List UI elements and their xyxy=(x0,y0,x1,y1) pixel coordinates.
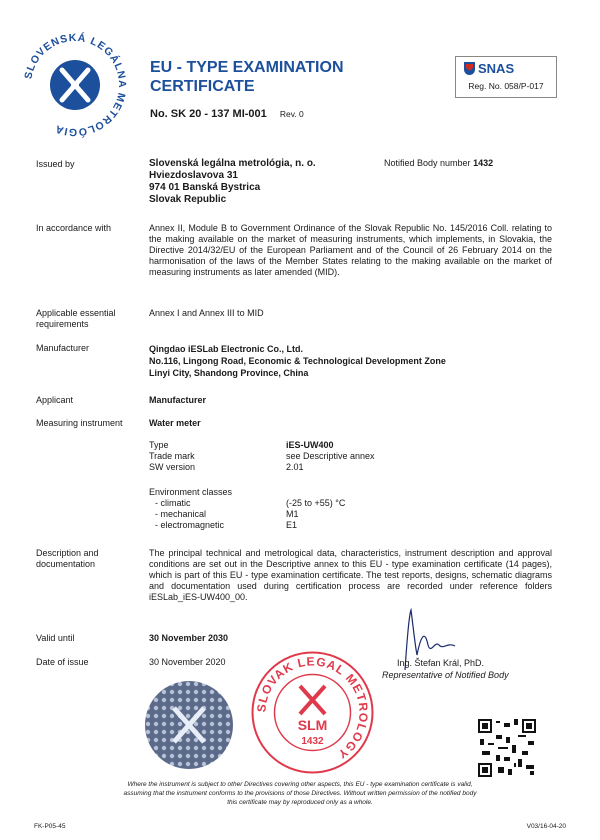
qr-code[interactable] xyxy=(478,719,536,777)
instrument-value: Water meter xyxy=(149,418,201,428)
nb-number: 1432 xyxy=(473,158,494,168)
trade-label: Trade mark xyxy=(149,451,195,461)
snas-mark: SNAS xyxy=(478,61,515,76)
nb-label: Notified Body number xyxy=(384,158,471,168)
issue-label: Date of issue xyxy=(36,657,89,667)
requirements-label-line: requirements xyxy=(36,319,89,329)
env-label: Environment classes xyxy=(149,487,233,497)
issuer-block xyxy=(149,158,316,206)
accordance-label: In accordance with xyxy=(36,223,112,233)
applicant-value: Manufacturer xyxy=(149,395,207,405)
instrument-details xyxy=(149,440,449,540)
requirements-label xyxy=(36,308,136,330)
description-label-line: documentation xyxy=(36,559,96,569)
sw-value: 2.01 xyxy=(286,462,304,472)
footer-line: assuming that the instrument conforms to the provisions of those Directives. Without written permission of the notified body xyxy=(123,790,477,797)
stamp-ring-text: SLOVAK LEGAL METROLOGY xyxy=(254,654,371,762)
climatic-label: - climatic xyxy=(155,498,191,508)
certificate-title xyxy=(150,58,344,96)
slovak-shield-icon xyxy=(464,62,475,75)
description-text: The principal technical and metrological data, characteristics, instrument description and approval conditions are set out in the Descriptive annex to this EU - type examination certificate (14 pages), which is part of this EU - type examination certificate. The test reports, designs, schematic diagrams and documentation used during certification process are recorded under reference folders iESLab_iES-UW400_00. xyxy=(149,548,552,602)
stamp-center: SLM xyxy=(297,717,328,733)
footer-line: Where the instrument is subject to other Directives covering other aspects, this EU - type examination certificate is valid, xyxy=(127,781,473,788)
version-code: V03/16-04-20 xyxy=(526,823,566,830)
type-label: Type xyxy=(149,440,169,450)
issuer-line: Slovenská legálna metrológia, n. o. xyxy=(149,158,316,169)
slm-logo xyxy=(20,30,130,140)
trade-value: see Descriptive annex xyxy=(286,451,375,461)
revision: Rev. 0 xyxy=(279,109,304,119)
manufacturer-line: No.116, Lingong Road, Economic & Technological Development Zone xyxy=(149,356,446,366)
hologram-seal xyxy=(144,680,234,770)
issuer-line: Hviezdoslavova 31 xyxy=(149,170,238,181)
certificate-number: No. SK 20 - 137 MI-001 xyxy=(150,108,267,120)
requirements-label-line: Applicable essential xyxy=(36,308,116,318)
climatic-value: (-25 to +55) °C xyxy=(286,498,346,508)
issuer-line: 974 01 Banská Bystrica xyxy=(149,182,261,193)
valid-label: Valid until xyxy=(36,633,75,643)
mechanical-value: M1 xyxy=(286,509,299,519)
stamp-number: 1432 xyxy=(301,736,324,747)
issuer-line: Slovak Republic xyxy=(149,194,227,205)
footer-line: this certificate may by reproduced only as a whole. xyxy=(227,799,373,806)
manufacturer-block xyxy=(149,343,446,379)
form-code: FK-P05-45 xyxy=(34,823,66,830)
official-stamp xyxy=(250,650,375,775)
valid-value: 30 November 2030 xyxy=(149,633,229,643)
applicant-label: Applicant xyxy=(36,395,74,405)
electro-value: E1 xyxy=(286,520,298,530)
description-label xyxy=(36,548,136,570)
manufacturer-line: Linyi City, Shandong Province, China xyxy=(149,368,309,378)
title-line-1: EU - TYPE EXAMINATION xyxy=(150,59,344,76)
description-label-line: Description and xyxy=(36,548,99,558)
notified-body xyxy=(384,158,493,168)
instrument-label: Measuring instrument xyxy=(36,418,123,428)
manufacturer-label: Manufacturer xyxy=(36,343,90,353)
electro-label: - electromagnetic xyxy=(155,520,225,530)
mechanical-label: - mechanical xyxy=(155,509,207,519)
accordance-text: Annex II, Module B to Government Ordinance of the Slovak Republic No. 145/2016 Coll. relating to the making available on the market of measuring instruments, which implements, in Slovakia, the Directive 2014/32/EU of the European Parliament and of the Council of 26 February 2014 on the harmonisation of the laws of the Member States relating to the making available on the market of measuring instruments as later amended (MID). xyxy=(149,223,552,277)
title-line-2: CERTIFICATE xyxy=(150,78,255,95)
logo-ring-text: SLOVENSKÁ LEGÁLNA METROLÓGIA xyxy=(22,31,129,139)
snas-accreditation-box xyxy=(455,56,557,98)
footer-note xyxy=(40,780,560,807)
sw-label: SW version xyxy=(149,462,196,472)
signatory-role: Representative of Notified Body xyxy=(382,670,509,680)
issued-label: Issued by xyxy=(36,159,75,169)
manufacturer-line: Qingdao iESLab Electronic Co., Ltd. xyxy=(149,344,304,354)
issue-value: 30 November 2020 xyxy=(149,657,226,667)
certificate-number-row xyxy=(150,108,304,120)
signatory-name: Ing. Štefan Král, PhD. xyxy=(397,658,485,668)
requirements-value: Annex I and Annex III to MID xyxy=(149,308,264,318)
type-value: iES-UW400 xyxy=(286,440,334,450)
snas-reg-number: Reg. No. 058/P-017 xyxy=(468,81,544,91)
